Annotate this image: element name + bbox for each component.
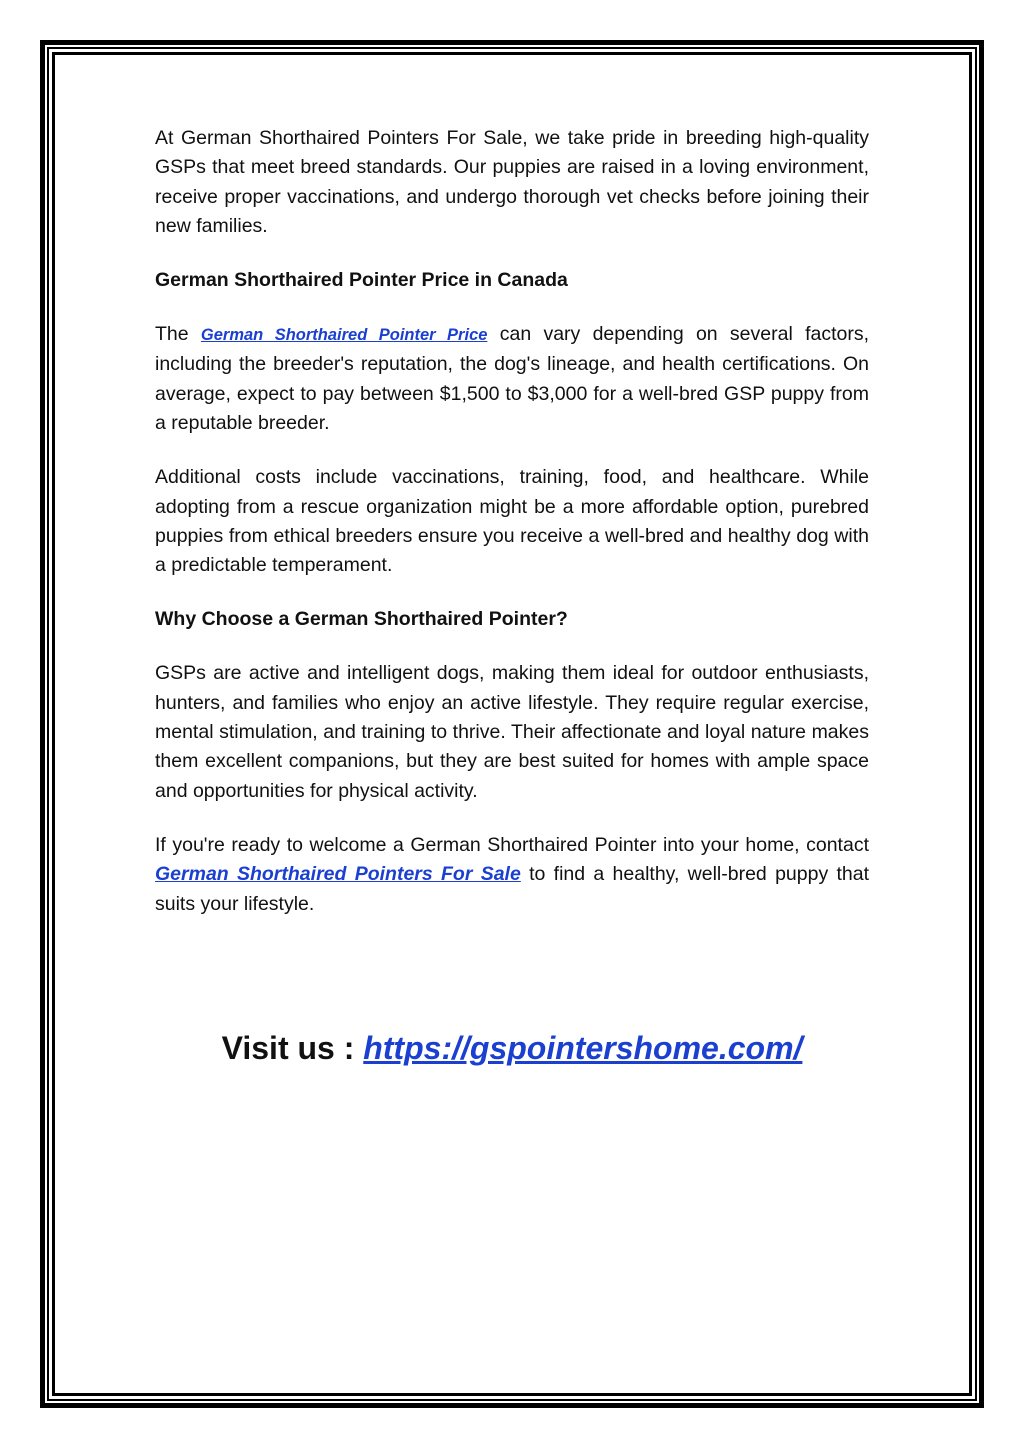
- why-paragraph: GSPs are active and intelligent dogs, making them ideal for outdoor enthusiasts, hunters, and families who enjoy an active lifestyle. They require regular exercise, mental stimulation, and training to thrive. Their affectionate and loyal nature makes them excellent companions, but they are best suited for homes with ample space and opportunities for physical activity.: [155, 662, 869, 802]
- price-link[interactable]: German Shorthaired Pointer Price: [200, 326, 488, 345]
- document-body: [155, 124, 869, 943]
- price-paragraph: [155, 320, 869, 439]
- contact-link[interactable]: German Shorthaired Pointers For Sale: [155, 863, 521, 886]
- website-link[interactable]: https://gspointershome.com/: [363, 1030, 803, 1066]
- costs-paragraph: Additional costs include vaccinations, training, food, and healthcare. While adopting from a rescue organization might be a more affordable option, purebred puppies from ethical breeders ensure you receive a well-bred and healthy dog with a predictable temperament.: [155, 466, 869, 577]
- price-prefix: The: [155, 323, 189, 346]
- visit-us-line: [0, 1024, 1024, 1072]
- contact-paragraph: [155, 831, 869, 919]
- price-heading: German Shorthaired Pointer Price in Canada: [155, 269, 568, 292]
- contact-suffix: to find a healthy, well-bred puppy that suits your lifestyle.: [155, 863, 870, 915]
- intro-paragraph: At German Shorthaired Pointers For Sale, we take pride in breeding high-quality GSPs that meet breed standards. Our puppies are raised in a loving environment, receive proper vaccinations, and undergo thorough vet checks before joining their new families.: [155, 127, 869, 238]
- visit-label: Visit us :: [221, 1030, 355, 1066]
- why-heading: Why Choose a German Shorthaired Pointer?: [155, 608, 568, 631]
- contact-prefix: If you're ready to welcome a German Shorthaired Pointer into your home, contact: [155, 833, 869, 856]
- price-suffix: can vary depending on several factors, including the breeder's reputation, the dog's lineage, and health certifications. On average, expect to pay between $1,500 to $3,000 for a well-bred GSP puppy from a reputable breeder.: [155, 323, 870, 435]
